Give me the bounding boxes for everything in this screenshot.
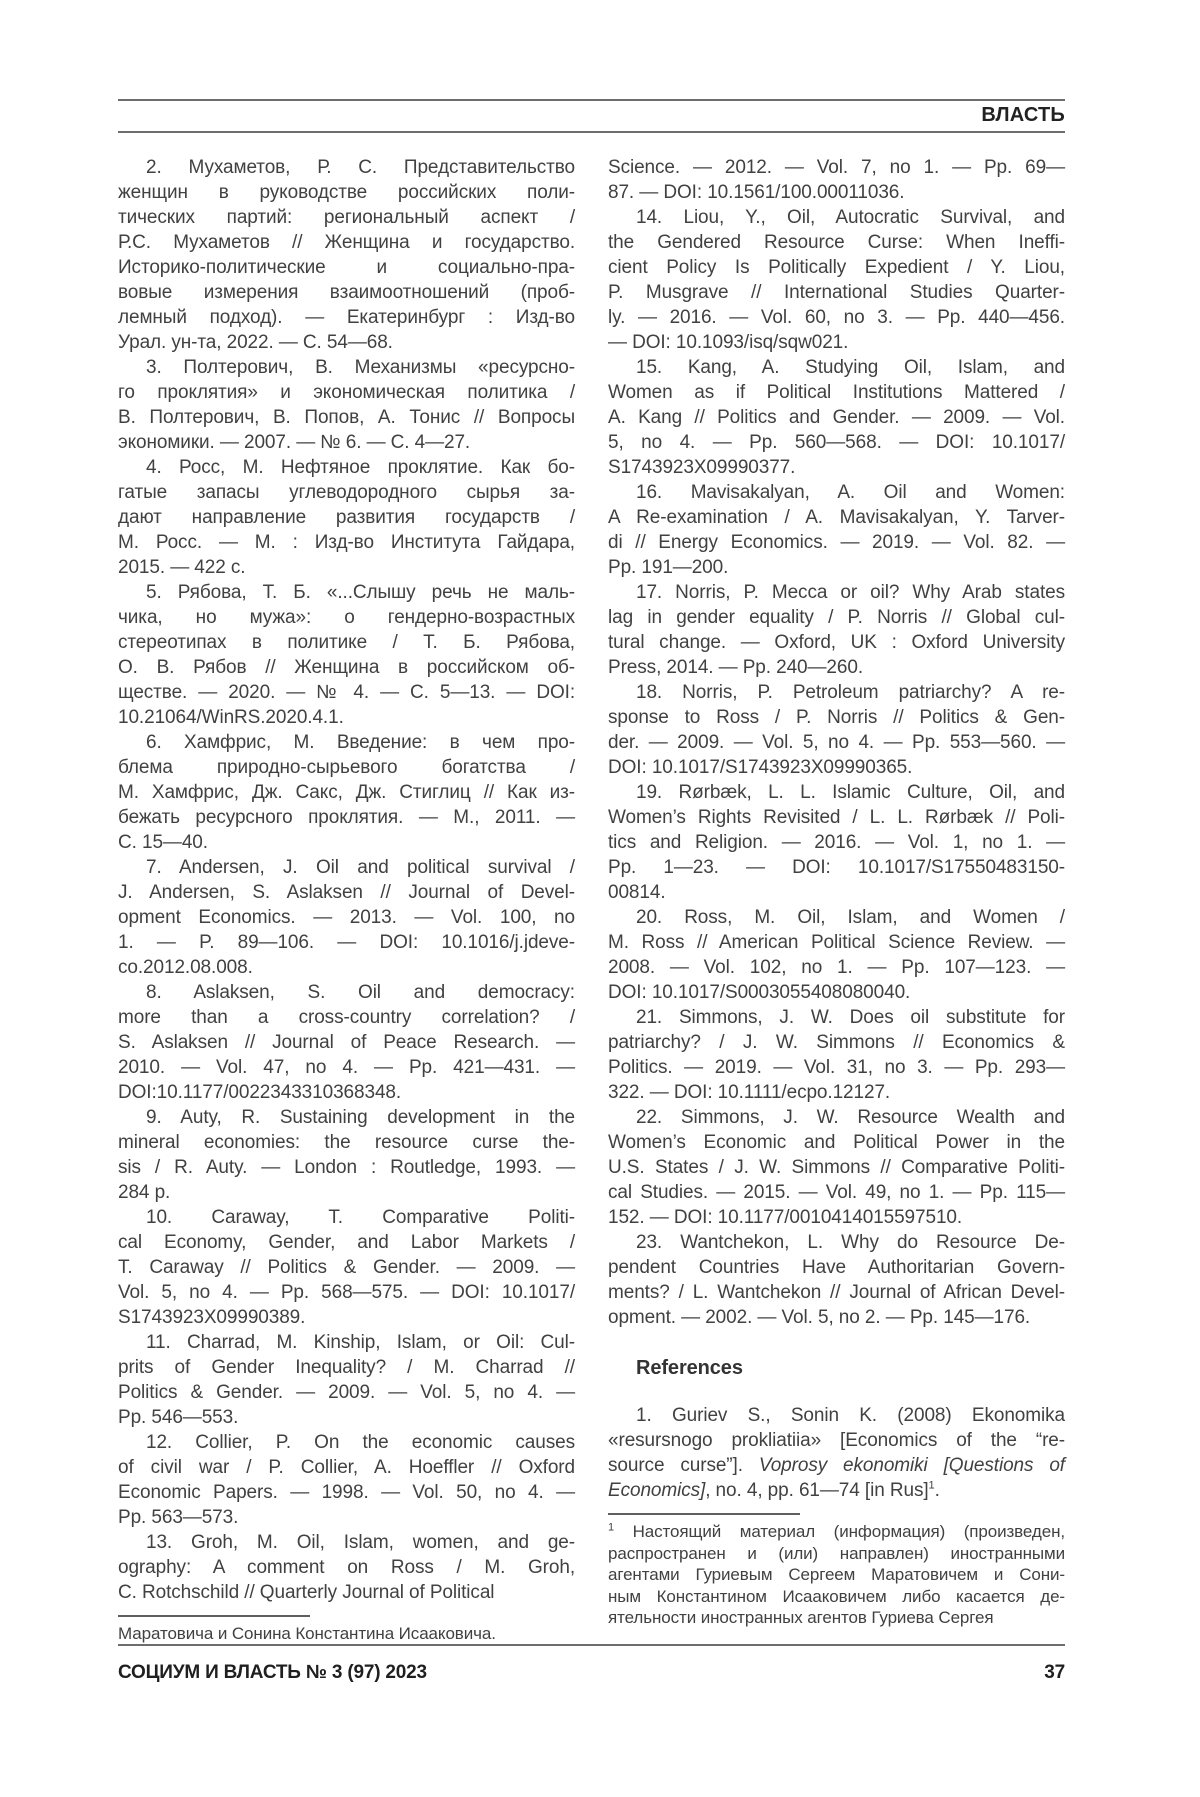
reference-line: sis / R. Auty. — London : Routledge, 1993. — [118,1157,575,1178]
reference-line: co.2012.08.008. [118,957,253,978]
reference-line: бежать ресурсного проклятия. — М., 2011. — [118,807,575,828]
reference-line: Vol. 5, no 4. — Pp. 568—575. — DOI: 10.1017/ [118,1282,575,1303]
reference-line: more than a cross-country correlation? / [118,1007,575,1028]
reference-line: 10.21064/WinRS.2020.4.1. [118,707,344,728]
header-rule-top [118,99,1065,101]
reference-item [118,1330,575,1430]
reference-item [608,1403,1065,1503]
foreign-agent-footnote [608,1521,1065,1629]
reference-item [608,905,1065,1005]
reference-line: of civil war / P. Collier, A. Hoeffler // Oxford [118,1457,575,1478]
reference-line: DOI: 10.1017/S0003055408080040. [608,982,911,1003]
reference-line: der. — 2009. — Vol. 5, no 4. — Pp. 553—560. — [608,732,1065,753]
reference-line: Women’s Economic and Political Power in the [608,1132,1065,1153]
reference-line: 2008. — Vol. 102, no 1. — Pp. 107—123. — [608,957,1065,978]
reference-line: source curse”]. Voprosy ekonomiki [Questions of [608,1455,1065,1476]
reference-line: Economic Papers. — 1998. — Vol. 50, no 4. — [118,1482,575,1503]
reference-item [118,980,575,1105]
reference-line: 19. Rørbæk, L. L. Islamic Culture, Oil, and [636,782,1065,803]
left-column [118,155,575,1645]
reference-line: opment. — 2002. — Vol. 5, no 2. — Pp. 145—176. [608,1307,1031,1328]
page-footer [118,1662,1065,1684]
reference-line: opment Economics. — 2013. — Vol. 100, no [118,907,575,928]
reference-line: 1. Guriev S., Sonin K. (2008) Ekonomika [636,1405,1065,1426]
reference-item [118,1623,575,1645]
right-footnote-rule [608,1513,800,1515]
footer-journal-title: СОЦИУМ И ВЛАСТЬ № 3 (97) 2023 [118,1662,427,1683]
reference-line: sponse to Ross / P. Norris // Politics & Gen- [608,707,1065,728]
reference-line: di // Energy Economics. — 2019. — Vol. 82. — [608,532,1065,553]
reference-item [118,1105,575,1205]
reference-line: ography: A comment on Ross / M. Groh, [118,1557,575,1578]
reference-line: Women’s Rights Revisited / L. L. Rørbæk // Poli- [608,807,1065,828]
reference-line: С. 15—40. [118,832,208,853]
reference-line: блема природно-сырьевого богатства / [118,757,575,778]
reference-line: 22. Simmons, J. W. Resource Wealth and [636,1107,1065,1128]
reference-line: lag in gender equality / P. Norris // Global cul- [608,607,1065,628]
reference-line: чика, но мужа»: о гендерно-возрастных [118,607,575,628]
reference-line: 1. — P. 89—106. — DOI: 10.1016/j.jdeve- [118,932,575,953]
reference-line: C. Rotchschild // Quarterly Journal of Political [118,1582,495,1603]
reference-line: Pp. 1—23. — DOI: 10.1017/S17550483150- [608,857,1065,878]
reference-line: 17. Norris, P. Mecca or oil? Why Arab states [636,582,1065,603]
reference-line: 322. — DOI: 10.1111/ecpo.12127. [608,1082,891,1103]
reference-line: Politics. — 2019. — Vol. 31, no 3. — Pp. 293— [608,1057,1065,1078]
reference-line: дают направление развития государств / [118,507,575,528]
reference-line: 4. Росс, М. Нефтяное проклятие. Как бо- [146,457,575,478]
reference-line: экономики. — 2007. — № 6. — С. 4—27. [118,432,471,453]
reference-line: cient Policy Is Politically Expedient / Y. Liou, [608,257,1065,278]
reference-item [608,355,1065,480]
reference-item [608,480,1065,580]
reference-line: patriarchy? / J. W. Simmons // Economics & [608,1032,1065,1053]
reference-line: 12. Collier, P. On the economic causes [146,1432,575,1453]
references-heading: References [636,1357,743,1379]
reference-line: 9. Auty, R. Sustaining development in the [146,1107,575,1128]
reference-line: 11. Charrad, M. Kinship, Islam, or Oil: Cul- [146,1332,575,1353]
reference-line: DOI: 10.1017/S1743923X09990365. [608,757,913,778]
reference-line: 2015. — 422 с. [118,557,246,578]
reference-item [118,1205,575,1330]
reference-line: Press, 2014. — Pp. 240—260. [608,657,864,678]
left-footnote-rule [118,1615,310,1617]
reference-line: вовые измерения взаимоотношений (проб- [118,282,575,303]
reference-line: Pp. 546—553. [118,1407,239,1428]
reference-item [608,1230,1065,1330]
reference-item [608,1521,1065,1629]
reference-line: гатые запасы углеводородного сырья за- [118,482,575,503]
reference-line: В. Полтерович, В. Попов, А. Тонис // Вопросы [118,407,575,428]
reference-line: A Re-examination / A. Mavisakalyan, Y. Tarver- [608,507,1065,528]
reference-item [118,455,575,580]
reference-line: 7. Andersen, J. Oil and political survival / [146,857,575,878]
reference-line: cal Economy, Gender, and Labor Markets / [118,1232,575,1253]
reference-line: 5, no 4. — Pp. 560—568. — DOI: 10.1017/ [608,432,1065,453]
reference-line: Маратовича и Сонина Константина Исааковича. [118,1624,496,1643]
reference-line: 20. Ross, M. Oil, Islam, and Women / [636,907,1065,928]
reference-line: Р.С. Мухаметов // Женщина и государство. [118,232,575,253]
reference-line: женщин в руководстве российских поли- [118,182,575,203]
reference-line: 2010. — Vol. 47, no 4. — Pp. 421—431. — [118,1057,575,1078]
reference-line: О. В. Рябов // Женщина в российском об- [118,657,575,678]
reference-item [608,580,1065,680]
reference-line: T. Caraway // Politics & Gender. — 2009. — [118,1257,575,1278]
reference-line: Women as if Political Institutions Mattered / [608,382,1065,403]
reference-line: 152. — DOI: 10.1177/0010414015597510. [608,1207,963,1228]
reference-item [118,730,575,855]
reference-line: the Gendered Resource Curse: When Ineffi- [608,232,1065,253]
reference-line: Science. — 2012. — Vol. 7, no 1. — Pp. 69— [608,157,1065,178]
reference-item [608,680,1065,780]
reference-line: распространен и (или) направлен) иностранными [608,1543,1065,1563]
reference-line: 18. Norris, P. Petroleum patriarchy? A re- [636,682,1065,703]
reference-line: tural change. — Oxford, UK : Oxford University [608,632,1065,653]
reference-line: 3. Полтерович, В. Механизмы «ресурсно- [146,357,575,378]
reference-line: prits of Gender Inequality? / M. Charrad // [118,1357,575,1378]
reference-line: ным Константином Исааковичем либо касается де- [608,1586,1065,1606]
reference-line: ments? / L. Wantchekon // Journal of African Devel- [608,1282,1065,1303]
reference-line: 00814. [608,882,666,903]
reference-line: Politics & Gender. — 2009. — Vol. 5, no 4. — [118,1382,575,1403]
reference-line: pendent Countries Have Authoritarian Govern- [608,1257,1065,1278]
reference-item [118,855,575,980]
reference-line: J. Andersen, S. Aslaksen // Journal of Devel- [118,882,575,903]
reference-line: 2. Мухаметов, Р. С. Представительство [146,157,575,178]
reference-line: тических партий: региональный аспект / [118,207,575,228]
reference-line: Pp. 191—200. [608,557,729,578]
reference-item [608,780,1065,905]
reference-line: стереотипах в политике / Т. Б. Рябова, [118,632,575,653]
reference-line: 21. Simmons, J. W. Does oil substitute for [636,1007,1065,1028]
reference-line: 23. Wantchekon, L. Why do Resource De- [636,1232,1065,1253]
footer-rule [118,1644,1065,1646]
reference-line: cal Studies. — 2015. — Vol. 49, no 1. — Pp. 115— [608,1182,1065,1203]
reference-line: Историко-политические и социально-пра- [118,257,575,278]
right-column [608,155,1065,1629]
reference-line: P. Musgrave // International Studies Quarter- [608,282,1065,303]
reference-line: S. Aslaksen // Journal of Peace Research. — [118,1032,575,1053]
reference-line: 15. Kang, A. Studying Oil, Islam, and [636,357,1065,378]
reference-line: 14. Liou, Y., Oil, Autocratic Survival, and [636,207,1065,228]
reference-line: 8. Aslaksen, S. Oil and democracy: [146,982,575,1003]
reference-line: 87. — DOI: 10.1561/100.00011036. [608,182,905,203]
left-footnote-continuation [118,1623,575,1645]
reference-line: DOI:10.1177/0022343310368348. [118,1082,402,1103]
reference-line: Economics], no. 4, pp. 61—74 [in Rus]$^1$. [608,1479,940,1501]
reference-item [118,1530,575,1605]
reference-line: лемный подход). — Екатеринбург : Изд-во [118,307,575,328]
reference-line: Pp. 563—573. [118,1507,239,1528]
reference-line: 10. Caraway, T. Comparative Politi- [146,1207,575,1228]
reference-line: — DOI: 10.1093/isq/sqw021. [608,332,849,353]
reference-item [118,580,575,730]
reference-item [608,205,1065,355]
reference-line: tics and Religion. — 2016. — Vol. 1, no 1. — [608,832,1065,853]
reference-line: S1743923X09990389. [118,1307,306,1328]
reference-item [608,1105,1065,1230]
reference-line: ly. — 2016. — Vol. 60, no 3. — Pp. 440—456. [608,307,1065,328]
reference-line: ятельности иностранных агентов Гуриева Сергея [608,1608,994,1627]
reference-line: M. Ross // American Political Science Review. — [608,932,1065,953]
reference-line: М. Хамфрис, Дж. Сакс, Дж. Стиглиц // Как из- [118,782,575,803]
reference-line: A. Kang // Politics and Gender. — 2009. — Vol. [608,407,1065,428]
reference-line: mineral economies: the resource curse the- [118,1132,575,1153]
reference-item [118,355,575,455]
reference-line: М. Росс. — М. : Изд-во Института Гайдара, [118,532,575,553]
transliterated-references-list [608,1403,1065,1503]
reference-line: 5. Рябова, Т. Б. «...Слышу речь не маль- [146,582,575,603]
reference-line: Урал. ун-та, 2022. — С. 54—68. [118,332,393,353]
reference-item [118,1430,575,1530]
reference-line: 13. Groh, M. Oil, Islam, women, and ge- [146,1532,575,1553]
reference-line: S1743923X09990377. [608,457,796,478]
reference-line: го проклятия» и экономическая политика / [118,382,575,403]
reference-line: 6. Хамфрис, М. Введение: в чем про- [146,732,575,753]
reference-line: ществе. — 2020. — № 4. — С. 5—13. — DOI: [118,682,575,703]
running-head-section: ВЛАСТЬ [981,104,1065,126]
right-references-list [608,155,1065,1330]
footer-page-number: 37 [1044,1662,1065,1683]
reference-line: 284 p. [118,1182,171,1203]
reference-line: 16. Mavisakalyan, A. Oil and Women: [636,482,1065,503]
reference-line: $^1$ Настоящий материал (информация) (произведен, [608,1521,1065,1541]
reference-item [608,155,1065,205]
header-rule-bottom [118,131,1065,133]
reference-item [118,155,575,355]
left-references-list [118,155,575,1605]
reference-line: «resursnogo prokliatiia» [Economics of the “re- [608,1430,1065,1451]
reference-line: агентами Гуриевым Сергеем Маратовичем и Сони- [608,1565,1065,1584]
reference-item [608,1005,1065,1105]
reference-line: U.S. States / J. W. Simmons // Comparative Politi- [608,1157,1065,1178]
